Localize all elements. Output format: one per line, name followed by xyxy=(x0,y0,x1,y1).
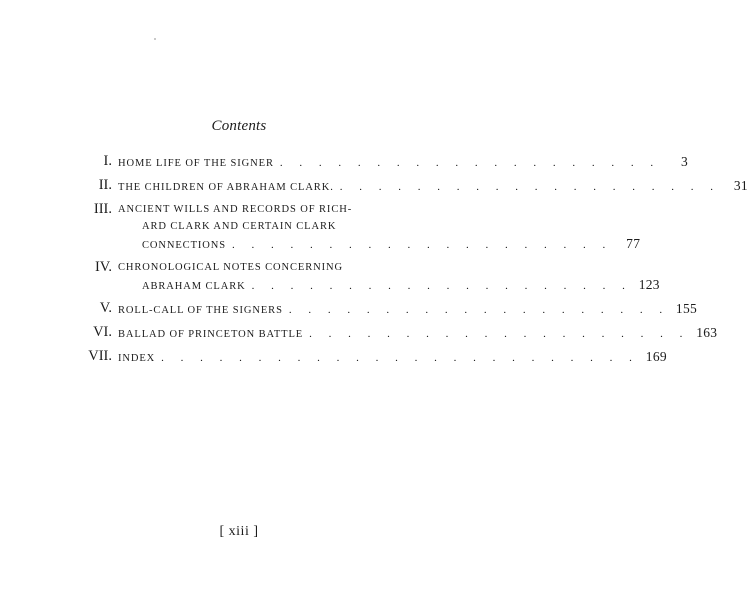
page-folio: [ xiii ] xyxy=(219,524,259,539)
chapter-title-line: THE CHILDREN OF ABRAHAM CLARK. xyxy=(118,182,334,193)
toc-entry-4[interactable] xyxy=(70,259,660,295)
page-number: 3 xyxy=(681,154,689,169)
dot-leader: . . . . . . . . . . . . . . . . . . . . xyxy=(232,239,613,251)
chapter-title xyxy=(118,177,748,196)
chapter-title-line: ARD CLARK AND CERTAIN CLARK xyxy=(142,221,337,232)
page-number: 123 xyxy=(638,277,660,292)
chapter-title-line: ROLL-CALL OF THE SIGNERS xyxy=(118,305,283,316)
toc-entry-3[interactable] xyxy=(70,201,641,254)
page-number: 31 xyxy=(733,178,748,193)
toc-entry-2[interactable] xyxy=(70,177,748,196)
chapter-title-line: ABRAHAM CLARK xyxy=(142,281,246,292)
contents-title: Contents xyxy=(211,118,267,134)
table-of-contents xyxy=(70,153,748,372)
paper-speck xyxy=(154,38,156,40)
dot-leader: . . . . . . . . . . . . . . . . . . . . xyxy=(288,304,670,316)
chapter-title-line: BALLAD OF PRINCETON BATTLE xyxy=(118,329,304,340)
chapter-title xyxy=(118,324,717,343)
dot-leader: . . . . . . . . . . . . . . . . . . . . xyxy=(339,181,720,193)
toc-entry-6[interactable] xyxy=(70,324,718,343)
chapter-title xyxy=(118,259,660,295)
chapter-number: VI. xyxy=(93,324,112,340)
chapter-number: V. xyxy=(99,300,112,316)
chapter-title-line: CHRONOLOGICAL NOTES CONCERNING xyxy=(118,262,343,273)
toc-entry-7[interactable] xyxy=(70,348,667,367)
chapter-number: I. xyxy=(103,153,112,169)
toc-entry-5[interactable] xyxy=(70,300,698,319)
chapter-title xyxy=(118,201,640,254)
dot-leader: . . . . . . . . . . . . . . . . . . . . xyxy=(251,280,632,292)
dot-leader: . . . . . . . . . . . . . . . . . . . . . . . . . xyxy=(161,352,639,364)
chapter-title-line: CONNECTIONS xyxy=(142,240,226,251)
chapter-title-line: ANCIENT WILLS AND RECORDS OF RICH- xyxy=(118,204,353,215)
chapter-title xyxy=(118,153,688,172)
chapter-number: II. xyxy=(98,177,112,193)
chapter-title-line: HOME LIFE OF THE SIGNER xyxy=(118,158,274,169)
chapter-title xyxy=(118,348,667,367)
page-number: 77 xyxy=(626,236,641,251)
chapter-title xyxy=(118,300,697,319)
chapter-title-line: INDEX xyxy=(118,353,156,364)
chapter-number: VII. xyxy=(88,348,112,364)
dot-leader: . . . . . . . . . . . . . . . . . . . . xyxy=(309,328,690,340)
page-number: 163 xyxy=(696,325,718,340)
chapter-number: IV. xyxy=(94,259,112,275)
dot-leader: . . . . . . . . . . . . . . . . . . . . xyxy=(279,157,661,169)
toc-entry-1[interactable] xyxy=(70,153,689,172)
chapter-number: III. xyxy=(93,201,112,217)
page-number: 155 xyxy=(675,301,698,316)
page-number: 169 xyxy=(645,349,667,364)
